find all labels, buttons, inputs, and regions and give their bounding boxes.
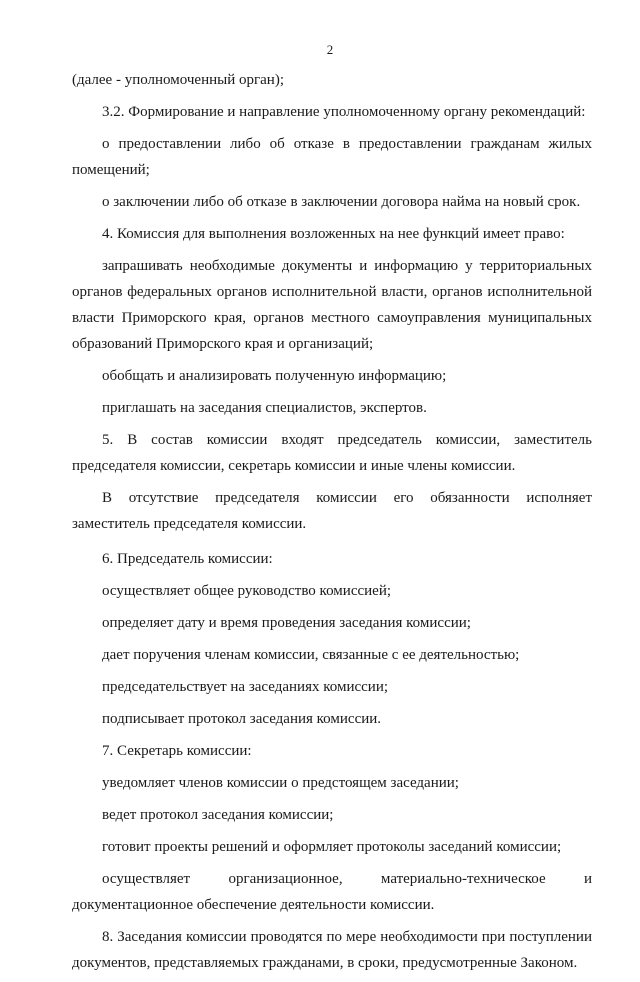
paragraph: 6. Председатель комиссии:	[102, 551, 273, 567]
paragraph: 3.2. Формирование и направление уполномоченному органу рекомендаций:	[102, 104, 586, 120]
paragraph: председательствует на заседаниях комиссии;	[102, 679, 389, 695]
paragraph: готовит проекты решений и оформляет протоколы заседаний комиссии;	[102, 839, 562, 855]
paragraph: 7. Секретарь комиссии:	[102, 743, 252, 759]
paragraph: осуществляет организационное, материально-техническое и документационное обеспечение деятельности комиссии.	[72, 871, 592, 913]
document-body	[72, 67, 592, 982]
paragraph: обобщать и анализировать полученную информацию;	[102, 368, 447, 384]
paragraph: 8. Заседания комиссии проводятся по мере необходимости при поступлении документов, представляемых гражданами, в сроки, предусмотренные Законом.	[72, 929, 592, 971]
paragraph: осуществляет общее руководство комиссией;	[102, 583, 392, 599]
paragraph: 5. В состав комиссии входят председатель комиссии, заместитель председателя комиссии, секретарь комиссии и иные члены комиссии.	[72, 432, 592, 474]
paragraph: В отсутствие председателя комиссии его обязанности исполняет заместитель председателя комиссии.	[72, 490, 592, 532]
paragraph: запрашивать необходимые документы и информацию у территориальных органов федеральных органов исполнительной власти, органов исполнительной власти Приморского края, органов местного самоуправления муниципальных образований Приморского края и организаций;	[72, 258, 592, 352]
page-number: 2	[326, 42, 334, 57]
paragraph: приглашать на заседания специалистов, экспертов.	[102, 400, 427, 416]
paragraph: о предоставлении либо об отказе в предоставлении гражданам жилых помещений;	[72, 136, 592, 178]
paragraph: определяет дату и время проведения заседания комиссии;	[102, 615, 471, 631]
paragraph: уведомляет членов комиссии о предстоящем заседании;	[102, 775, 459, 791]
paragraph: ведет протокол заседания комиссии;	[102, 807, 334, 823]
paragraph: о заключении либо об отказе в заключении договора найма на новый срок.	[102, 194, 581, 210]
paragraph: подписывает протокол заседания комиссии.	[102, 711, 382, 727]
paragraph: (далее - уполномоченный орган);	[72, 72, 284, 88]
paragraph: дает поручения членам комиссии, связанные с ее деятельностью;	[102, 647, 520, 663]
paragraph: 4. Комиссия для выполнения возложенных на нее функций имеет право:	[102, 226, 565, 242]
